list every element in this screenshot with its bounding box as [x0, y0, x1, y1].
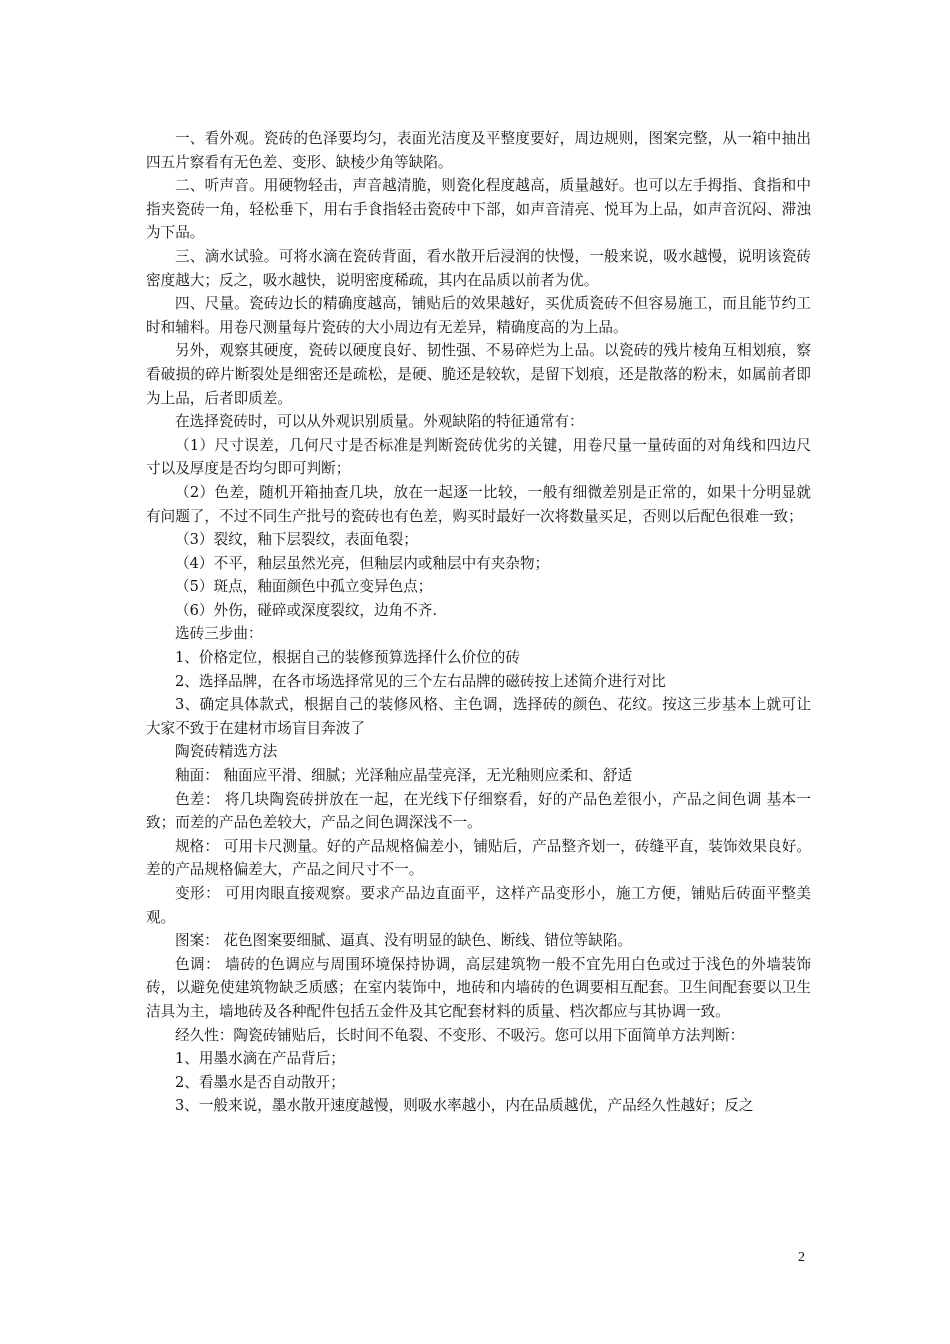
- section-heading: 选砖三步曲：: [175, 625, 263, 643]
- page-number: 2: [798, 1250, 805, 1265]
- paragraph: 变形： 可用肉眼直接观察。要求产品边直面平，这样产品变形小，施工方便，铺贴后砖面平整美观。: [146, 885, 811, 926]
- paragraph: 三、滴水试验。可将水滴在瓷砖背面，看水散开后浸润的快慢，一般来说，吸水越慢，说明该瓷砖密度越大；反之，吸水越快，说明密度稀疏，其内在品质以前者为优。: [146, 247, 811, 289]
- paragraph: 色差： 将几块陶瓷砖拼放在一起，在光线下仔细察看，好的产品色差很小，产品之间色调 基本一致；而差的产品色差较大，产品之间色调深浅不一。: [146, 790, 811, 832]
- list-item: 1、价格定位，根据自己的装修预算选择什么价位的砖: [175, 649, 520, 667]
- list-item: （6）外伤，碰碎或深度裂纹，边角不齐.: [175, 601, 438, 619]
- list-item: 2、看墨水是否自动散开；: [175, 1073, 345, 1091]
- list-item: 2、选择品牌，在各市场选择常见的三个左右品牌的磁砖按上述简介进行对比: [175, 672, 666, 690]
- paragraph: 色调： 墙砖的色调应与周围环境保持协调，高层建筑物一般不宜先用白色或过于浅色的外墙装饰砖，以避免使建筑物缺乏质感；在室内装饰中，地砖和内墙砖的色调要相互配套。卫生间配套要以卫生洁具为主，墙地砖及各种配件包括五金件及其它配套材料的质量、档次都应与其协调一致。: [146, 955, 811, 1020]
- section-heading: 陶瓷砖精选方法: [175, 743, 278, 761]
- paragraph: 二、听声音。用硬物轻击，声音越清脆，则瓷化程度越高，质量越好。也可以左手拇指、食指和中指夹瓷砖一角，轻松垂下，用右手食指轻击瓷砖中下部，如声音清亮、悦耳为上品，如声音沉闷、滞浊为下品。: [146, 177, 811, 242]
- paragraph: 经久性：陶瓷砖铺贴后，长时间不龟裂、不变形、不吸污。您可以用下面简单方法判断：: [175, 1026, 745, 1044]
- list-item: （4）不平，釉层虽然光亮，但釉层内或釉层中有夹杂物；: [175, 554, 550, 572]
- paragraph: 釉面： 釉面应平滑、细腻；光泽釉应晶莹亮泽，无光釉则应柔和、舒适: [175, 767, 633, 785]
- paragraph: 规格： 可用卡尺测量。好的产品规格偏差小，铺贴后，产品整齐划一，砖缝平直，装饰效果良好。差的产品规格偏差大，产品之间尺寸不一。: [146, 837, 811, 879]
- list-item: （5）斑点，釉面颜色中孤立变异色点；: [175, 578, 433, 596]
- body-text: [146, 127, 811, 1118]
- paragraph: 图案： 花色图案要细腻、逼真、没有明显的缺色、断线、错位等缺陷。: [175, 932, 633, 950]
- paragraph: 一、看外观。瓷砖的色泽要均匀，表面光洁度及平整度要好，周边规则，图案完整，从一箱中抽出四五片察看有无色差、变形、缺棱少角等缺陷。: [146, 130, 811, 171]
- list-item: （1）尺寸误差，几何尺寸是否标准是判断瓷砖优劣的关键，用卷尺量一量砖面的对角线和四边尺寸以及厚度是否均匀即可判断；: [146, 436, 811, 478]
- list-item: 3、确定具体款式，根据自己的装修风格、主色调，选择砖的颜色、花纹。按这三步基本上就可让大家不致于在建材市场盲目奔波了: [146, 696, 811, 737]
- list-item: 3、一般来说，墨水散开速度越慢，则吸水率越小，内在品质越优，产品经久性越好；反之: [175, 1097, 754, 1115]
- list-item: （3）裂纹，釉下层裂纹，表面龟裂；: [175, 531, 418, 549]
- paragraph: 四、尺量。瓷砖边长的精确度越高，铺贴后的效果越好，买优质瓷砖不但容易施工，而且能节约工时和辅料。用卷尺测量每片瓷砖的大小周边有无差异，精确度高的为上品。: [146, 295, 811, 336]
- list-item: 1、用墨水滴在产品背后；: [175, 1050, 345, 1068]
- paragraph: 另外，观察其硬度，瓷砖以硬度良好、韧性强、不易碎烂为上品。以瓷砖的残片棱角互相划痕，察看破损的碎片断裂处是细密还是疏松，是硬、脆还是较软，是留下划痕，还是散落的粉末，如属前者即为上品，后者即质差。: [146, 342, 811, 407]
- paragraph: 在选择瓷砖时，可以从外观识别质量。外观缺陷的特征通常有：: [175, 413, 584, 431]
- list-item: （2）色差，随机开箱抽查几块，放在一起逐一比较，一般有细微差别是正常的，如果十分明显就有问题了，不过不同生产批号的瓷砖也有色差，购买时最好一次将数量买足，否则以后配色很难一致；: [146, 483, 811, 525]
